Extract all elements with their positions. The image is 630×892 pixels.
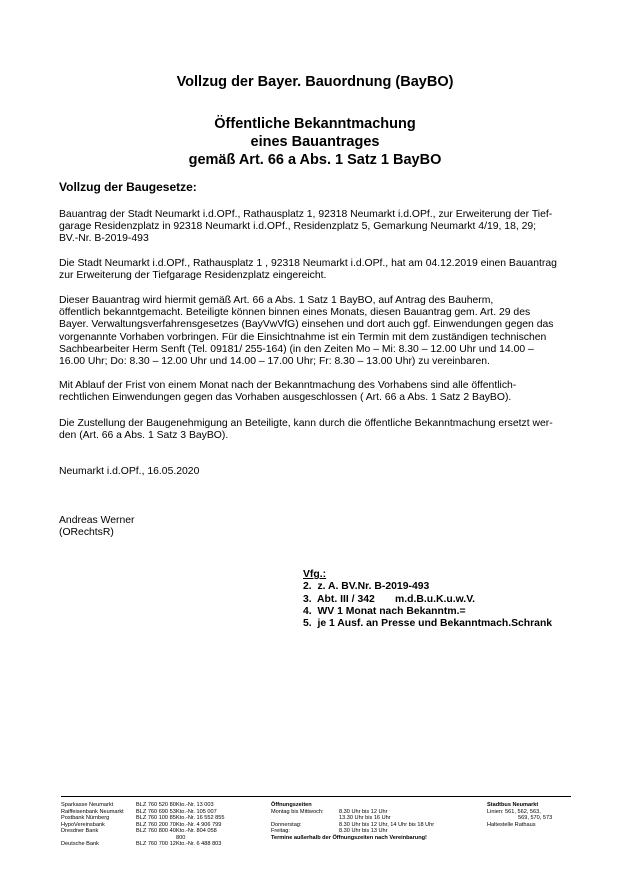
text-line: 16.00 Uhr; Do: 8.30 – 12.00 Uhr und 14.00 – 17.00 Uhr; Fr: 8.30 – 13.00 Uhr) zu vereinbaren.	[59, 356, 490, 368]
text-line: Dieser Bauantrag wird hiermit gemäß Art. 66 a Abs. 1 Satz 1 BayBO, auf Antrag des Bauherm,	[59, 295, 494, 306]
bank-row: Postbank Nürnberg BLZ 760 100 85 Kto.-Nr. 16 552 855	[61, 815, 225, 821]
bus-lines: 569, 570, 573	[518, 815, 553, 821]
vfg-block	[303, 569, 552, 630]
paragraph-3	[59, 295, 579, 368]
footer-bus	[487, 802, 552, 828]
signatory-name: Andreas Werner	[59, 515, 135, 526]
subtitle-line-3: gemäß Art. 66 a Abs. 1 Satz 1 BayBO	[188, 152, 442, 168]
bank-row: Raiffeisenbank Neumarkt BLZ 760 690 53 Kto.-Nr. 105 007	[61, 808, 217, 815]
signatory-title: (ORechtsR)	[59, 527, 114, 539]
vfg-title: Vfg.:	[303, 569, 327, 580]
hours-row: Freitag: 8.30 Uhr bis 13 Uhr	[271, 828, 388, 834]
hours-row: Donnerstag: 8.30 Uhr bis 12 Uhr, 14 Uhr bis 18 Uhr	[271, 821, 435, 828]
bus-lines: Linien: 561, 562, 563,	[487, 808, 541, 815]
text-line: Mit Ablauf der Frist von einem Monat nach der Bekanntmachung des Vorhabens sind alle öffentlich-	[59, 380, 517, 391]
hours-title: Öffnungszeiten	[271, 802, 312, 808]
bank-row: Sparkasse Neumarkt BLZ 760 520 80 Kto.-Nr. 13 003	[61, 802, 214, 808]
bank-row: Dresdner Bank BLZ 760 800 40 Kto.-Nr. 804 058 800	[61, 828, 217, 841]
document-title: Vollzug der Bayer. Bauordnung (BayBO)	[176, 74, 454, 90]
text-line: garage Residenzplatz in 92318 Neumarkt i.d.OPf., Residenzplatz 5, Gemarkung Neumarkt 4/19, 18, 29;	[59, 221, 537, 233]
text-line: Bauantrag der Stadt Neumarkt i.d.OPf., Rathausplatz 1, 92318 Neumarkt i.d.OPf., zur Erweiterung der Tief-	[59, 209, 553, 220]
text-line: den (Art. 66 a Abs. 1 Satz 3 BayBO).	[59, 430, 229, 442]
text-line: Die Stadt Neumarkt i.d.OPf., Rathausplatz 1 , 92318 Neumarkt i.d.OPf., hat am 04.12.2019 einen Bauantrag	[59, 258, 557, 269]
footer-banks	[61, 802, 226, 848]
vfg-item: 5. je 1 Ausf. an Presse und Bekanntmach.Schrank	[303, 618, 553, 630]
hours-row: Montag bis Mittwoch: 8.30 Uhr bis 12 Uhr	[271, 808, 388, 815]
text-line: Die Zustellung der Baugenehmigung an Beteiligte, kann durch die öffentliche Bekanntmachung ersetzt wer-	[59, 418, 553, 429]
hours-row: 13.30 Uhr bis 16 Uhr	[339, 815, 391, 821]
paragraph-1	[59, 209, 579, 246]
text-line: Sachbearbeiter Herm Senft (Tel. 09181/ 255-164) (in den Zeiten Mo – Mi: 8.30 – 12.00 Uhr und 14.00 –	[59, 343, 534, 355]
text-line: vorgenannte Vorhaben vorbringen. Für die Einsichtnahme ist ein Termin mit dem zuständigen technischen	[59, 331, 547, 343]
bank-row: HypoVereinsbank BLZ 760 200 70 Kto.-Nr. 4 906 799	[61, 821, 222, 828]
footer-divider	[61, 796, 571, 797]
bus-stop: Haltestelle Rathaus	[487, 821, 536, 828]
section-title: Vollzug der Baugesetze:	[59, 180, 197, 194]
footer-hours	[271, 802, 434, 841]
vfg-item: 2. z. A. BV.Nr. B-2019-493	[303, 581, 430, 593]
text-line: rechtlichen Einwendungen gegen das Vorhaben ausgeschlossen ( Art. 66 a Abs. 1 Satz 2 BayBO).	[59, 392, 512, 404]
paragraph-2	[59, 258, 579, 282]
bus-title: Stadtbus Neumarkt	[487, 802, 539, 808]
place-date: Neumarkt i.d.OPf., 16.05.2020	[59, 466, 200, 477]
text-line: zur Erweiterung der Tiefgarage Residenzplatz eingereicht.	[59, 270, 327, 282]
vfg-item: 3. Abt. III / 342 m.d.B.u.K.u.w.V.	[303, 593, 476, 605]
text-line: öffentlich bekanntgemacht. Beteiligte können binnen eines Monats, diesen Bauantrag gem. Art. 29 des	[59, 307, 531, 319]
text-line: BV.-Nr. B-2019-493	[59, 233, 149, 245]
subtitle-line-2: eines Bauantrages	[250, 134, 380, 150]
subtitle-line-1: Öffentliche Bekanntmachung	[214, 116, 416, 132]
vfg-item: 4. WV 1 Monat nach Bekanntm.=	[303, 605, 466, 617]
hours-note: Termine außerhalb der Öffnungszeiten nach Vereinbarung!	[271, 834, 427, 841]
bank-row: Deutsche Bank BLZ 760 700 12 Kto.-Nr. 6 488 803	[61, 841, 222, 847]
paragraph-4	[59, 380, 579, 404]
paragraph-5	[59, 418, 579, 442]
text-line: Bayer. Verwaltungsverfahrensgesetzes (BayVwVfG) einsehen und dort auch ggf. Einwendungen gegen das	[59, 319, 554, 331]
signature-block	[59, 515, 579, 539]
